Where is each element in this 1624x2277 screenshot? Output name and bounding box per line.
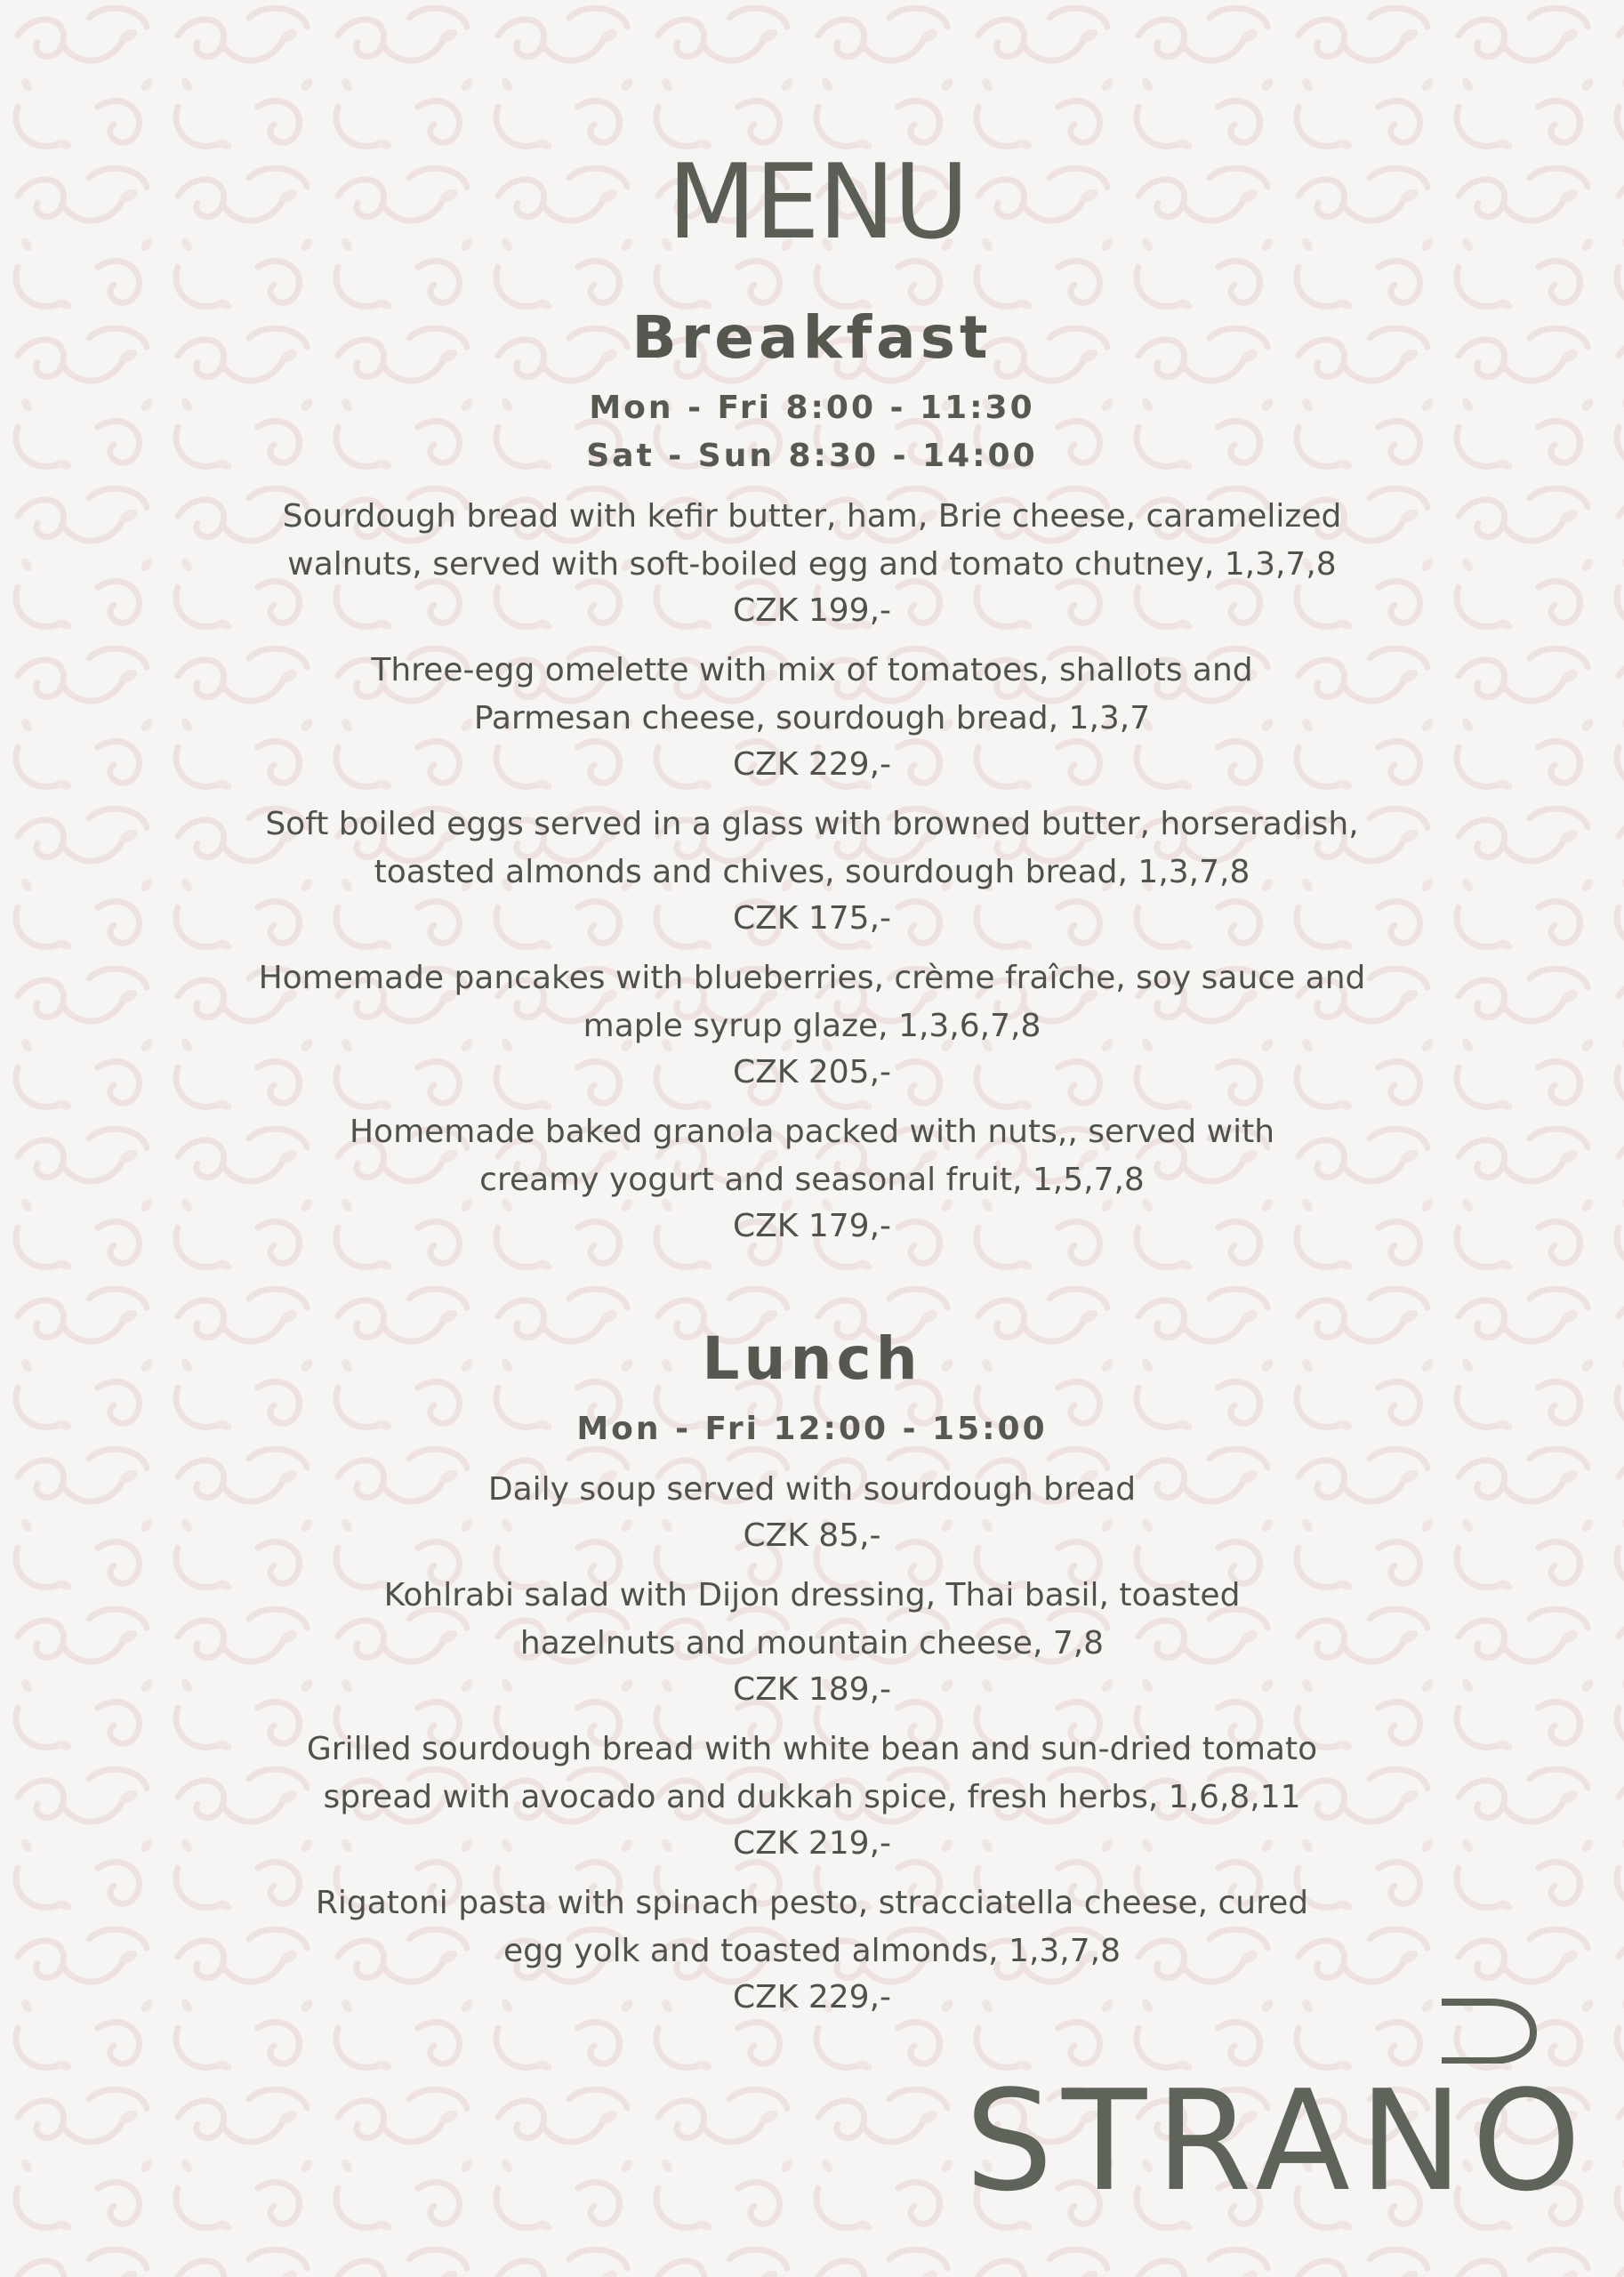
menu-item — [0, 647, 1624, 787]
item-price: CZK 199,- — [733, 592, 891, 629]
item-description: Grilled sourdough bread with white bean and sun-dried tomato spread with avocado and dukkah spice, fresh herbs, 1,6,8,11 — [306, 1731, 1318, 1815]
menu-item — [0, 954, 1624, 1095]
menu-item — [0, 493, 1624, 633]
item-description: Sourdough bread with kefir butter, ham, Brie cheese, caramelized walnuts, served with soft-boiled egg and tomato chutney, 1,3,7,8 — [282, 498, 1342, 583]
strano-logo — [965, 1997, 1590, 2222]
lunch-title: Lunch — [702, 1324, 922, 1393]
item-description: Kohlrabi salad with Dijon dressing, Thai basil, toasted hazelnuts and mountain cheese, 7,8 — [383, 1577, 1241, 1661]
logo-cup-mark-icon — [1441, 1997, 1539, 2064]
breakfast-hours-weekday: Mon - Fri 8:00 - 11:30 — [589, 390, 1035, 426]
item-price: CZK 205,- — [733, 1054, 891, 1090]
item-description: Three-egg omelette with mix of tomatoes, shallots and Parmesan cheese, sourdough bread, 1,3,7 — [371, 652, 1253, 736]
breakfast-items — [0, 493, 1624, 1249]
lunch-section — [0, 1324, 1624, 2033]
item-description: Homemade pancakes with blueberries, crème fraîche, soy sauce and maple syrup glaze, 1,3,6,7,8 — [258, 960, 1366, 1044]
menu-item — [0, 1572, 1624, 1712]
lunch-hours: Mon - Fri 12:00 - 15:00 — [576, 1411, 1048, 1447]
breakfast-title: Breakfast — [631, 303, 993, 372]
item-description: Homemade baked granola packed with nuts,, served with creamy yogurt and seasonal fruit, 1,5,7,8 — [349, 1114, 1275, 1198]
lunch-items — [0, 1466, 1624, 2020]
item-price: CZK 175,- — [733, 900, 891, 937]
item-description: Soft boiled eggs served in a glass with browned butter, horseradish, toasted almonds and chives, sourdough bread, 1,3,7,8 — [265, 806, 1359, 890]
breakfast-section — [0, 302, 1624, 1262]
menu-item — [0, 1726, 1624, 1866]
menu-item — [0, 1108, 1624, 1249]
breakfast-hours-weekend: Sat - Sun 8:30 - 14:00 — [586, 438, 1038, 474]
item-price: CZK 229,- — [733, 746, 891, 783]
menu-item — [0, 1466, 1624, 1558]
item-description: Daily soup served with sourdough bread — [487, 1471, 1137, 1508]
item-price: CZK 85,- — [743, 1517, 881, 1554]
item-price: CZK 229,- — [733, 1979, 891, 2016]
menu-title: MENU — [667, 142, 968, 262]
item-description: Rigatoni pasta with spinach pesto, stracciatella cheese, cured egg yolk and toasted almonds, 1,3,7,8 — [315, 1885, 1309, 1969]
menu-item — [0, 801, 1624, 941]
item-price: CZK 179,- — [733, 1208, 891, 1244]
item-price: CZK 189,- — [733, 1671, 891, 1708]
logo-text: STRANO — [965, 2060, 1590, 2222]
item-price: CZK 219,- — [733, 1825, 891, 1862]
